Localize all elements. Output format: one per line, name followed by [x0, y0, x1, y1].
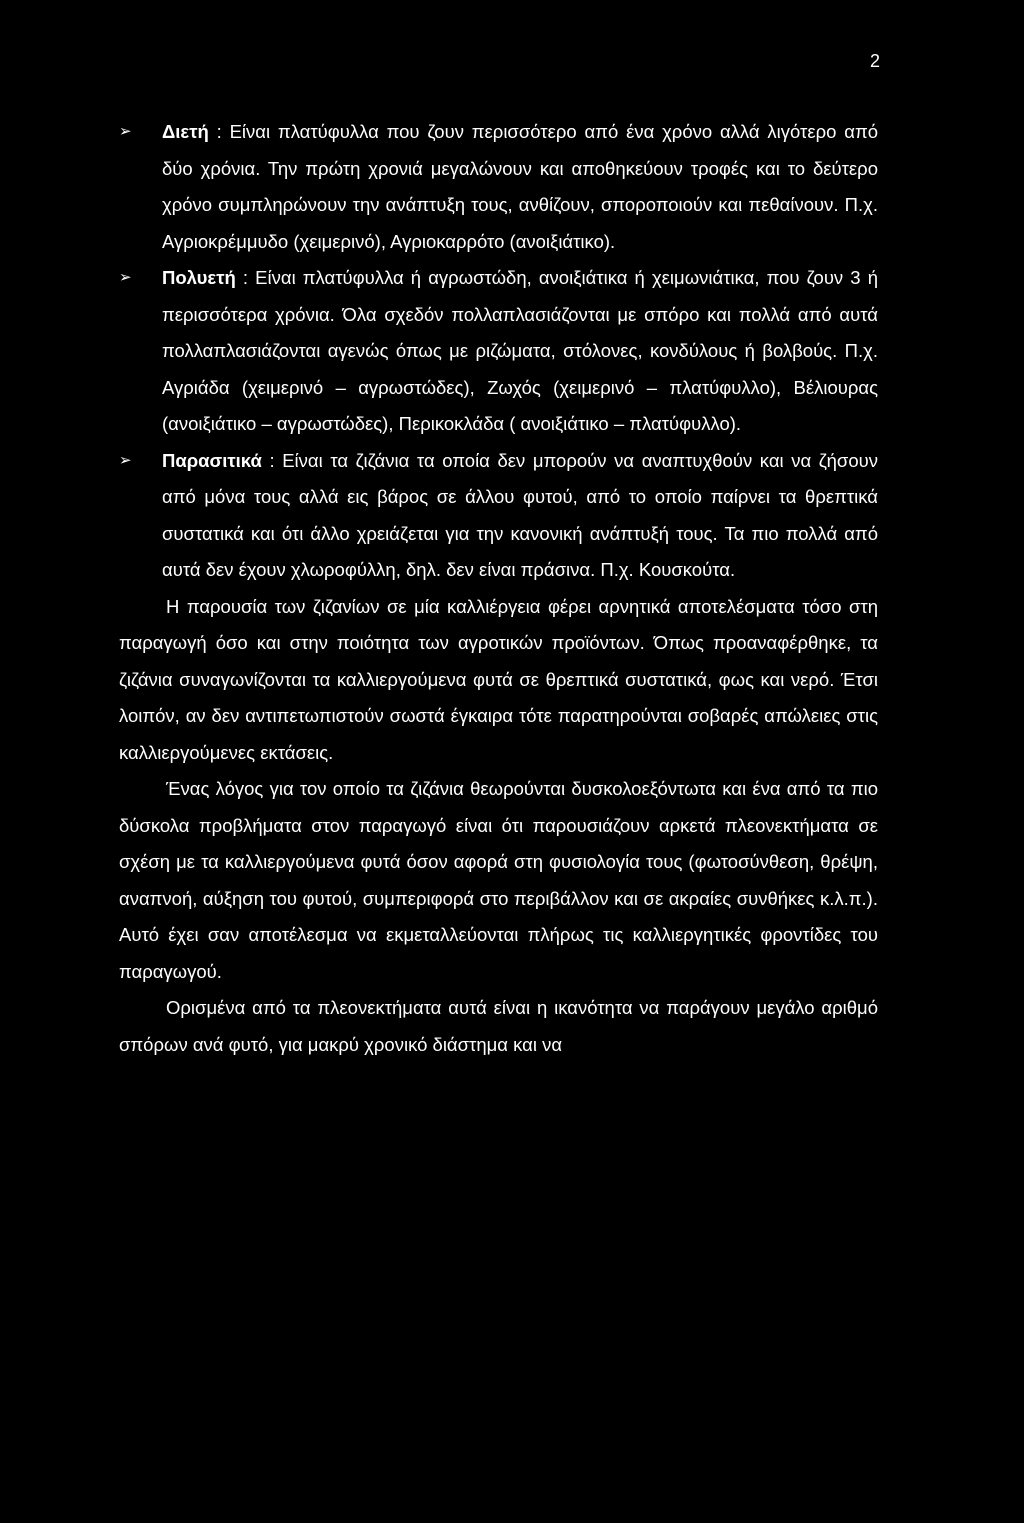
bullet-text: [162, 443, 878, 589]
bullet-separator: :: [235, 267, 256, 288]
paragraph-weed-advantages: Ένας λόγος για τον οποίο τα ζιζάνια θεωρούνται δυσκολοεξόντωτα και ένα από τα πιο δύσκολα προβλήματα στον παραγωγό είναι ότι παρουσιάζουν αρκετά πλεονεκτήματα σε σχέση με τα καλλιεργούμενα φυτά όσον αφορά στη φυσιολογία τους (φωτοσύνθεση, θρέψη, αναπνοή, αύξηση του φυτού, συμπεριφορά στο περιβάλλον και σε ακραίες συνθήκες κ.λ.π.). Αυτό έχει σαν αποτέλεσμα να εκμεταλλεύονται πλήρως τις καλλιεργητικές φροντίδες του παραγωγού.: [119, 778, 878, 982]
paragraph-weed-effects: Η παρουσία των ζιζανίων σε μία καλλιέργεια φέρει αρνητικά αποτελέσματα τόσο στη παραγωγή όσο και στην ποιότητα των αγροτικών προϊόντων. Όπως προαναφέρθηκε, τα ζιζάνια συναγωνίζονται τα καλλιεργούμενα φυτά σε θρεπτικά συστατικά, φως και νερό. Έτσι λοιπόν, αν δεν αντιπετωπιστούν σωστά έγκαιρα τότε παρατηρούνται σοβαρές απώλειες στις καλλιεργούμενες εκτάσεις.: [119, 595, 878, 763]
bullet-term: Πολυετή: [162, 267, 236, 288]
arrowhead-bullet-icon: ➢: [119, 451, 132, 469]
bullet-description: Είναι πλατύφυλλα που ζουν περισσότερο από ένα χρόνο αλλά λιγότερο από δύο χρόνια. Την πρώτη χρονιά μεγαλώνουν και αποθηκεύουν τροφές και το δεύτερο χρόνο συμπληρώνουν την ανάπτυξη τους, ανθίζουν, σποροποιούν και πεθαίνουν. Π.χ. Αγριοκρέμμυδο (χειμερινό), Αγριοκαρρότο (ανοιξιάτικο).: [162, 121, 879, 252]
bullet-term: Παρασιτικά: [162, 449, 262, 471]
bullet-term: Διετή: [162, 121, 209, 142]
bullet-description: Είναι πλατύφυλλα ή αγρωστώδη, ανοιξιάτικα ή χειμωνιάτικα, που ζουν 3 ή περισσότερα χρόνια. Όλα σχεδόν πολλαπλασιάζονται με σπόρο και πολλά από αυτά πολλαπλασιάζονται αγενώς όπως με ριζώματα, στόλονες, κονδύλους ή βολβούς. Π.χ. Αγριάδα (χειμερινό – αγρωστώδες), Ζωχός (χειμερινό – πλατύφυλλο), Βέλιουρας (ανοιξιάτικο – αγρωστώδες), Περικοκλάδα ( ανοιξιάτικο – πλατύφυλλο).: [162, 267, 878, 434]
document-body: [119, 114, 878, 1063]
bullet-item-parasitic: [119, 443, 878, 589]
arrowhead-bullet-icon: ➢: [119, 123, 132, 140]
arrowhead-bullet-icon: ➢: [119, 269, 132, 286]
bullet-text: [162, 114, 878, 260]
bullet-separator: :: [261, 449, 283, 471]
bullet-separator: :: [208, 121, 230, 142]
bullet-item-perennial: [119, 260, 878, 443]
paragraph-seed-production: Ορισμένα από τα πλεονεκτήματα αυτά είναι η ικανότητα να παράγουν μεγάλο αριθμό σπόρων ανά φυτό, για μακρύ χρονικό διάστημα και να: [119, 997, 878, 1055]
bullet-text: [162, 260, 878, 443]
page-number: 2: [869, 51, 880, 71]
bullet-item-biennial: [119, 114, 878, 260]
bullet-description: Είναι τα ζιζάνια τα οποία δεν μπορούν να αναπτυχθούν και να ζήσουν από μόνα τους αλλά εις βάρος σε άλλου φυτού, από το οποίο παίρνει τα θρεπτικά συστατικά και ότι άλλο χρειάζεται για την κανονική ανάπτυξή τους. Τα πιο πολλά από αυτά δεν έχουν χλωροφύλλη, δηλ. δεν είναι πράσινα. Π.χ. Κουσκούτα.: [162, 449, 878, 580]
